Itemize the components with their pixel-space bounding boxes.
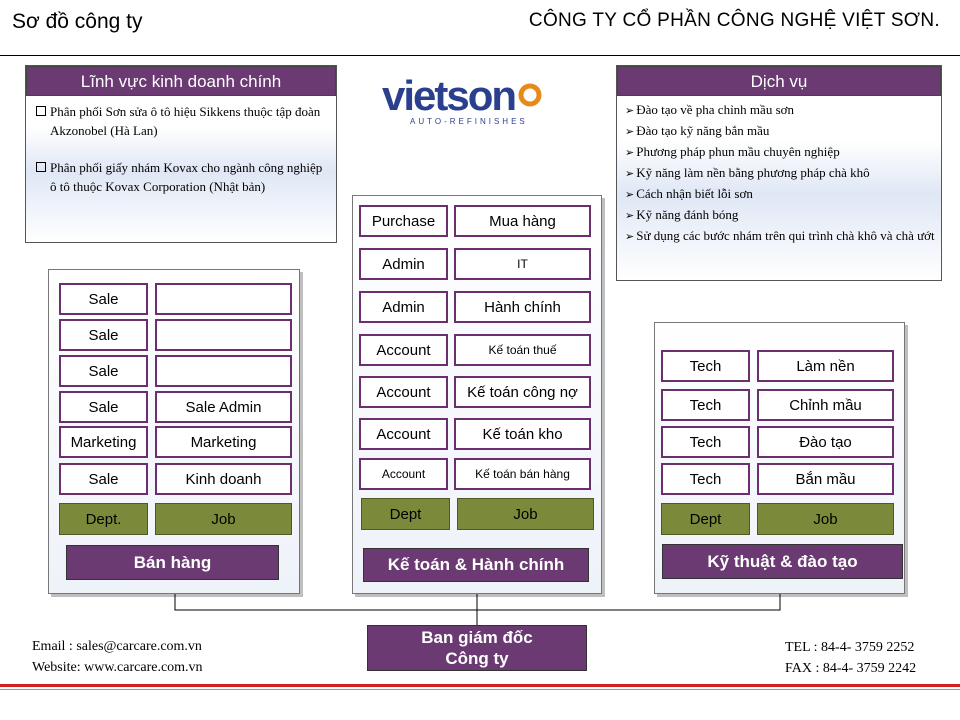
arrow-bullet-icon: ➢ [625, 189, 635, 201]
service-item-text: Kỹ năng làm nền bằng phương pháp chà khô [636, 165, 870, 180]
service-item-text: Sử dụng các bước nhám trên qui trình chà khô và chà ướt [636, 228, 935, 243]
service-item-text: Cách nhận biết lỗi sơn [636, 186, 753, 201]
sales-dept-cell: Sale [59, 283, 148, 315]
tech-dept-cell: Tech [661, 350, 750, 382]
footer-tel: TEL : 84-4- 3759 2252 [785, 640, 915, 655]
tech-dept-cell: Tech [661, 389, 750, 421]
sales-job-cell: Marketing [155, 426, 292, 458]
arrow-bullet-icon: ➢ [625, 105, 635, 117]
tech-dept-header: Dept [661, 503, 750, 535]
footer-website: Website: www.carcare.com.vn [32, 660, 203, 675]
accounting-dept-header: Dept [361, 498, 450, 530]
accounting-dept-cell: Account [359, 334, 448, 366]
business-item-text: Phân phối Sơn sửa ô tô hiệu Sikkens thuộc tập đoàn Akzonobel (Hà Lan) [50, 104, 321, 138]
footer-red-line [0, 684, 960, 687]
sales-dept-cell: Marketing [59, 426, 148, 458]
accounting-dept-cell: Account [359, 458, 448, 490]
business-title: Lĩnh vực kinh doanh chính [26, 66, 336, 96]
arrow-bullet-icon: ➢ [625, 210, 635, 222]
footer-contact-left [32, 636, 203, 678]
service-item-text: Đào tạo về pha chỉnh mầu sơn [636, 102, 794, 117]
page-title: Sơ đồ công ty [12, 10, 143, 33]
tech-job-header: Job [757, 503, 894, 535]
svg-text:AUTO-REFINISHES: AUTO-REFINISHES [410, 117, 528, 126]
accounting-job-cell: IT [454, 248, 591, 280]
arrow-bullet-icon: ➢ [625, 231, 635, 243]
footer-contact-right [785, 637, 916, 679]
accounting-job-header: Job [457, 498, 594, 530]
tech-dept-cell: Tech [661, 426, 750, 458]
tech-job-cell: Làm nền [757, 350, 894, 382]
sales-job-header: Job [155, 503, 292, 535]
accounting-job-cell: Kế toán kho [454, 418, 591, 450]
services-title: Dịch vụ [617, 66, 941, 96]
board-line2: Công ty [445, 649, 509, 668]
sales-job-cell: Kinh doanh [155, 463, 292, 495]
sales-dept-cell: Sale [59, 391, 148, 423]
accounting-job-cell: Kế toán bán hàng [454, 458, 591, 490]
arrow-bullet-icon: ➢ [625, 168, 635, 180]
arrow-bullet-icon: ➢ [625, 126, 635, 138]
accounting-job-cell: Mua hàng [454, 205, 591, 237]
service-item-text: Kỹ năng đánh bóng [636, 207, 739, 222]
svg-text:vietson: vietson [382, 72, 516, 119]
sales-dept-header: Dept. [59, 503, 148, 535]
accounting-job-cell: Hành chính [454, 291, 591, 323]
accounting-dept-cell: Purchase [359, 205, 448, 237]
tech-dept-cell: Tech [661, 463, 750, 495]
accounting-title: Kế toán & Hành chính [363, 548, 589, 582]
arrow-bullet-icon: ➢ [625, 147, 635, 159]
tech-job-cell: Chỉnh mầu [757, 389, 894, 421]
tech-job-cell: Bắn mầu [757, 463, 894, 495]
business-item-text: Phân phối giấy nhám Kovax cho ngành công nghiệp ô tô thuộc Kovax Corporation (Nhật bản) [50, 160, 323, 194]
board-of-directors-box [367, 625, 587, 671]
footer-fax: FAX : 84-4- 3759 2242 [785, 661, 917, 676]
sales-job-cell: Sale Admin [155, 391, 292, 423]
footer-email: Email : sales@carcare.com.vn [32, 639, 202, 654]
sales-dept-cell: Sale [59, 463, 148, 495]
accounting-dept-cell: Admin [359, 291, 448, 323]
board-line1: Ban giám đốc [421, 628, 533, 647]
service-item-text: Đào tạo kỹ năng bắn mầu [636, 123, 770, 138]
tech-job-cell: Đào tạo [757, 426, 894, 458]
sales-dept-cell: Sale [59, 319, 148, 351]
tech-title: Kỹ thuật & đào tạo [662, 544, 903, 579]
company-name: CÔNG TY CỔ PHẦN CÔNG NGHỆ VIỆT SƠN. [528, 10, 940, 31]
service-item-text: Phương pháp phun mầu chuyên nghiệp [636, 144, 840, 159]
sales-dept-cell: Sale [59, 355, 148, 387]
accounting-job-cell: Kế toán công nợ [454, 376, 591, 408]
sales-title: Bán hàng [66, 545, 279, 580]
accounting-dept-cell: Account [359, 376, 448, 408]
accounting-job-cell: Kế toán thuế [454, 334, 591, 366]
footer-gray-line [0, 689, 960, 690]
accounting-dept-cell: Admin [359, 248, 448, 280]
accounting-dept-cell: Account [359, 418, 448, 450]
